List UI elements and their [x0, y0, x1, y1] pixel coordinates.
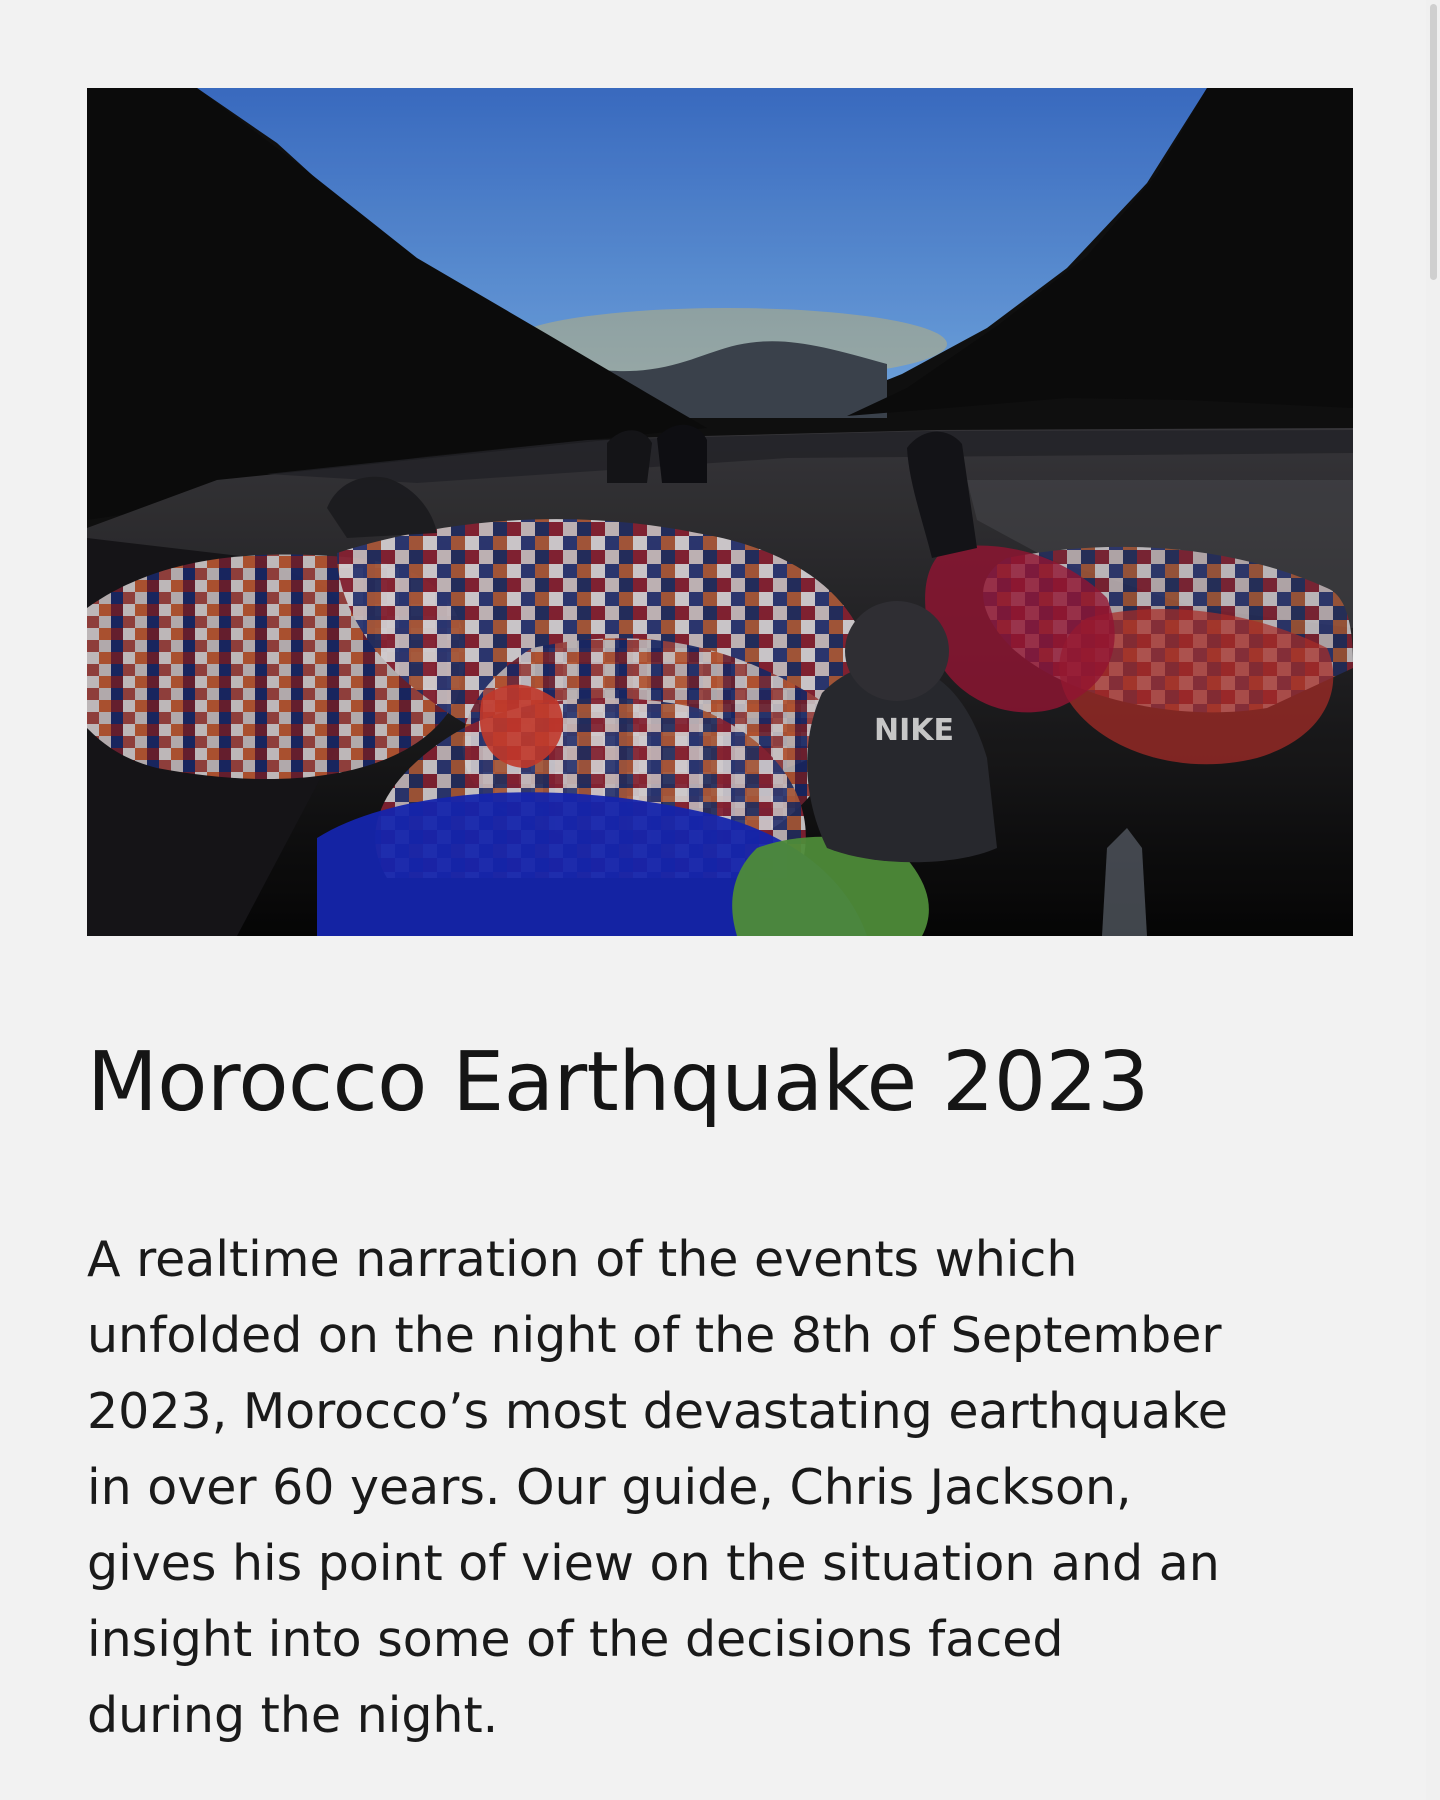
article-description — [87, 1222, 1353, 1754]
description-line-4: in over 60 years. Our guide, Chris Jackson, — [87, 1459, 1132, 1516]
description-line-2: unfolded on the night of the 8th of September — [87, 1307, 1222, 1364]
description-line-7: during the night. — [87, 1687, 499, 1744]
description-line-3: 2023, Morocco’s most devastating earthquake — [87, 1383, 1228, 1440]
description-line-6: insight into some of the decisions faced — [87, 1611, 1064, 1668]
scrollbar-thumb[interactable] — [1430, 4, 1437, 280]
page-title: Morocco Earthquake 2023 — [87, 1035, 1149, 1130]
description-line-5: gives his point of view on the situation and an — [87, 1535, 1220, 1592]
scrollbar-track[interactable] — [1426, 0, 1440, 1800]
description-line-1: A realtime narration of the events which — [87, 1231, 1078, 1288]
hero-image — [87, 88, 1353, 936]
hero-image-svg — [87, 88, 1353, 936]
hero-overlay-text: NIKE — [874, 713, 955, 748]
